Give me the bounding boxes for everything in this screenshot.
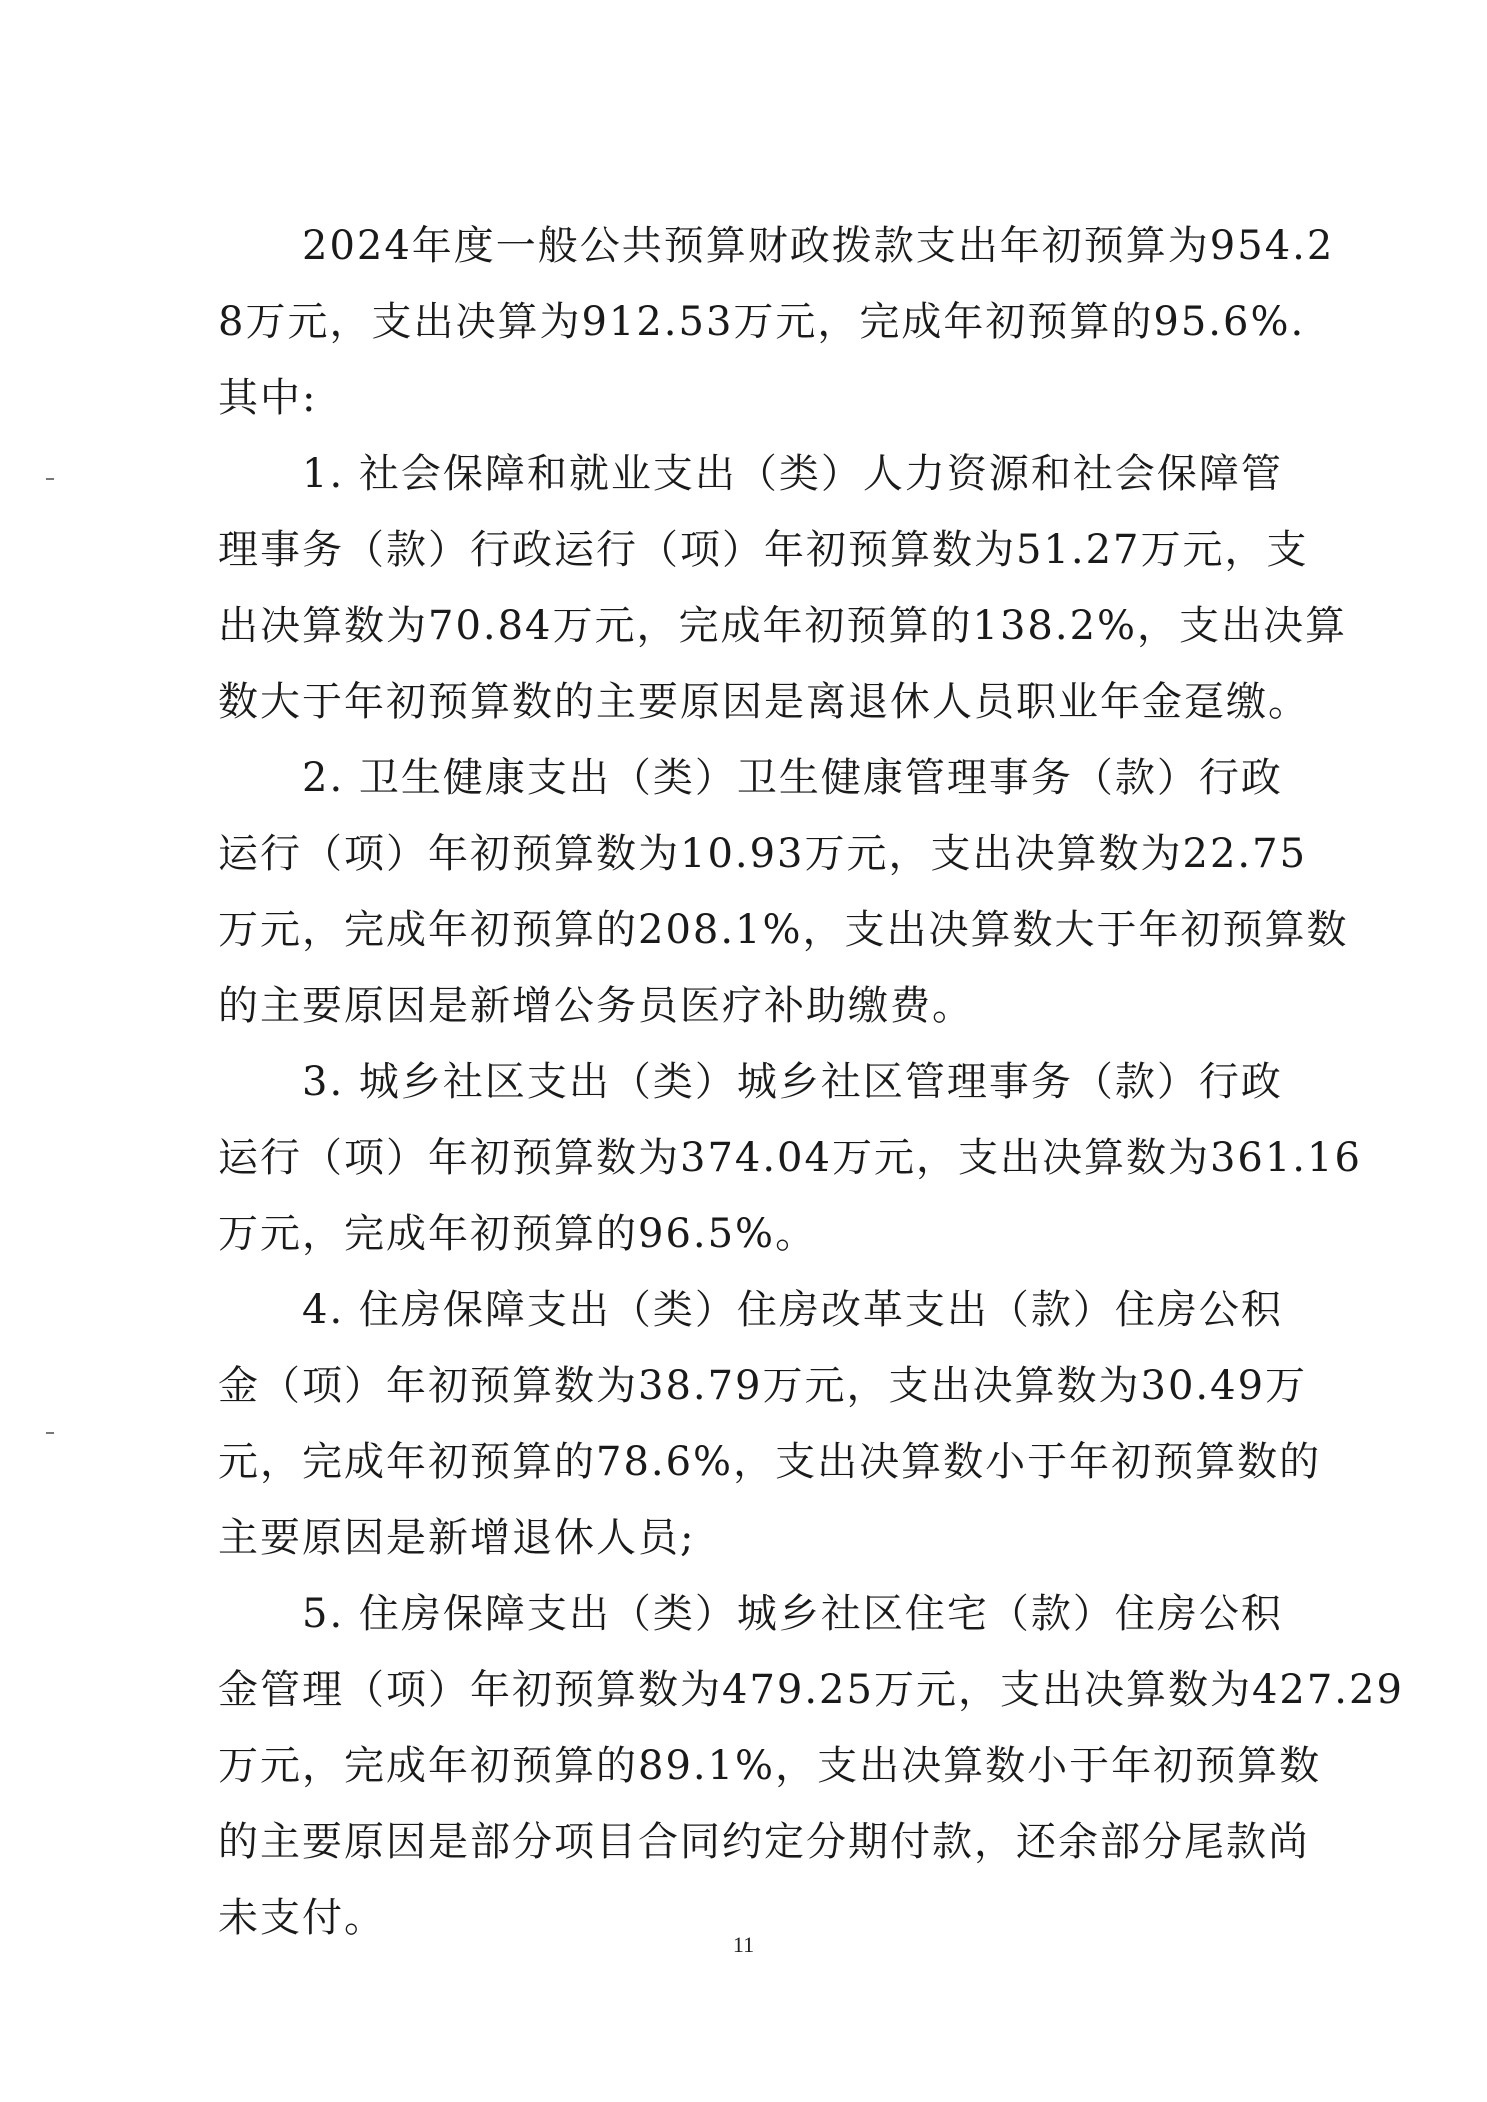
text-line: 元，完成年初预算的78.6%，支出决算数小于年初预算数的 — [218, 1439, 1322, 1485]
paragraph-item-5 — [218, 1576, 1404, 1956]
text-line: 其中: — [218, 375, 318, 421]
text-line: 的主要原因是部分项目合同约定分期付款，还余部分尾款尚 — [218, 1819, 1310, 1865]
paragraph-item-2 — [218, 740, 1349, 1044]
text-line: 8万元，支出决算为912.53万元，完成年初预算的95.6%. — [218, 299, 1306, 345]
text-line: 3. 城乡社区支出（类）城乡社区管理事务（款）行政 — [218, 1059, 1283, 1105]
text-line: 金（项）年初预算数为38.79万元，支出决算数为30.49万 — [218, 1363, 1308, 1409]
text-line: 出决算数为70.84万元，完成年初预算的138.2%，支出决算 — [218, 603, 1348, 649]
text-line: 1. 社会保障和就业支出（类）人力资源和社会保障管 — [218, 451, 1283, 497]
text-line: 万元，完成年初预算的208.1%，支出决算数大于年初预算数 — [218, 907, 1349, 953]
text-line: 数大于年初预算数的主要原因是离退休人员职业年金趸缴。 — [218, 679, 1310, 725]
text-line: 理事务（款）行政运行（项）年初预算数为51.27万元，支 — [218, 527, 1309, 573]
text-line: 的主要原因是新增公务员医疗补助缴费。 — [218, 983, 974, 1029]
scan-mark — [46, 478, 54, 480]
body-text — [218, 208, 1404, 1956]
text-line: 万元，完成年初预算的89.1%，支出决算数小于年初预算数 — [218, 1743, 1322, 1789]
paragraph-summary — [218, 208, 1335, 436]
scan-mark — [46, 1432, 54, 1434]
page-number: 11 — [732, 1932, 755, 1957]
paragraph-item-4 — [218, 1272, 1322, 1576]
text-line: 金管理（项）年初预算数为479.25万元，支出决算数为427.29 — [218, 1667, 1404, 1713]
paragraph-item-3 — [218, 1044, 1362, 1272]
text-line: 运行（项）年初预算数为374.04万元，支出决算数为361.16 — [218, 1135, 1362, 1181]
text-line: 运行（项）年初预算数为10.93万元，支出决算数为22.75 — [218, 831, 1308, 877]
paragraph-item-1 — [218, 436, 1348, 740]
text-line: 5. 住房保障支出（类）城乡社区住宅（款）住房公积 — [218, 1591, 1283, 1637]
text-line: 未支付。 — [218, 1895, 386, 1941]
text-line: 主要原因是新增退休人员; — [218, 1515, 696, 1561]
text-line: 4. 住房保障支出（类）住房改革支出（款）住房公积 — [218, 1287, 1283, 1333]
text-line: 2. 卫生健康支出（类）卫生健康管理事务（款）行政 — [218, 755, 1283, 801]
text-line: 万元，完成年初预算的96.5%。 — [218, 1211, 818, 1257]
text-line: 2024年度一般公共预算财政拨款支出年初预算为954.2 — [218, 223, 1335, 269]
